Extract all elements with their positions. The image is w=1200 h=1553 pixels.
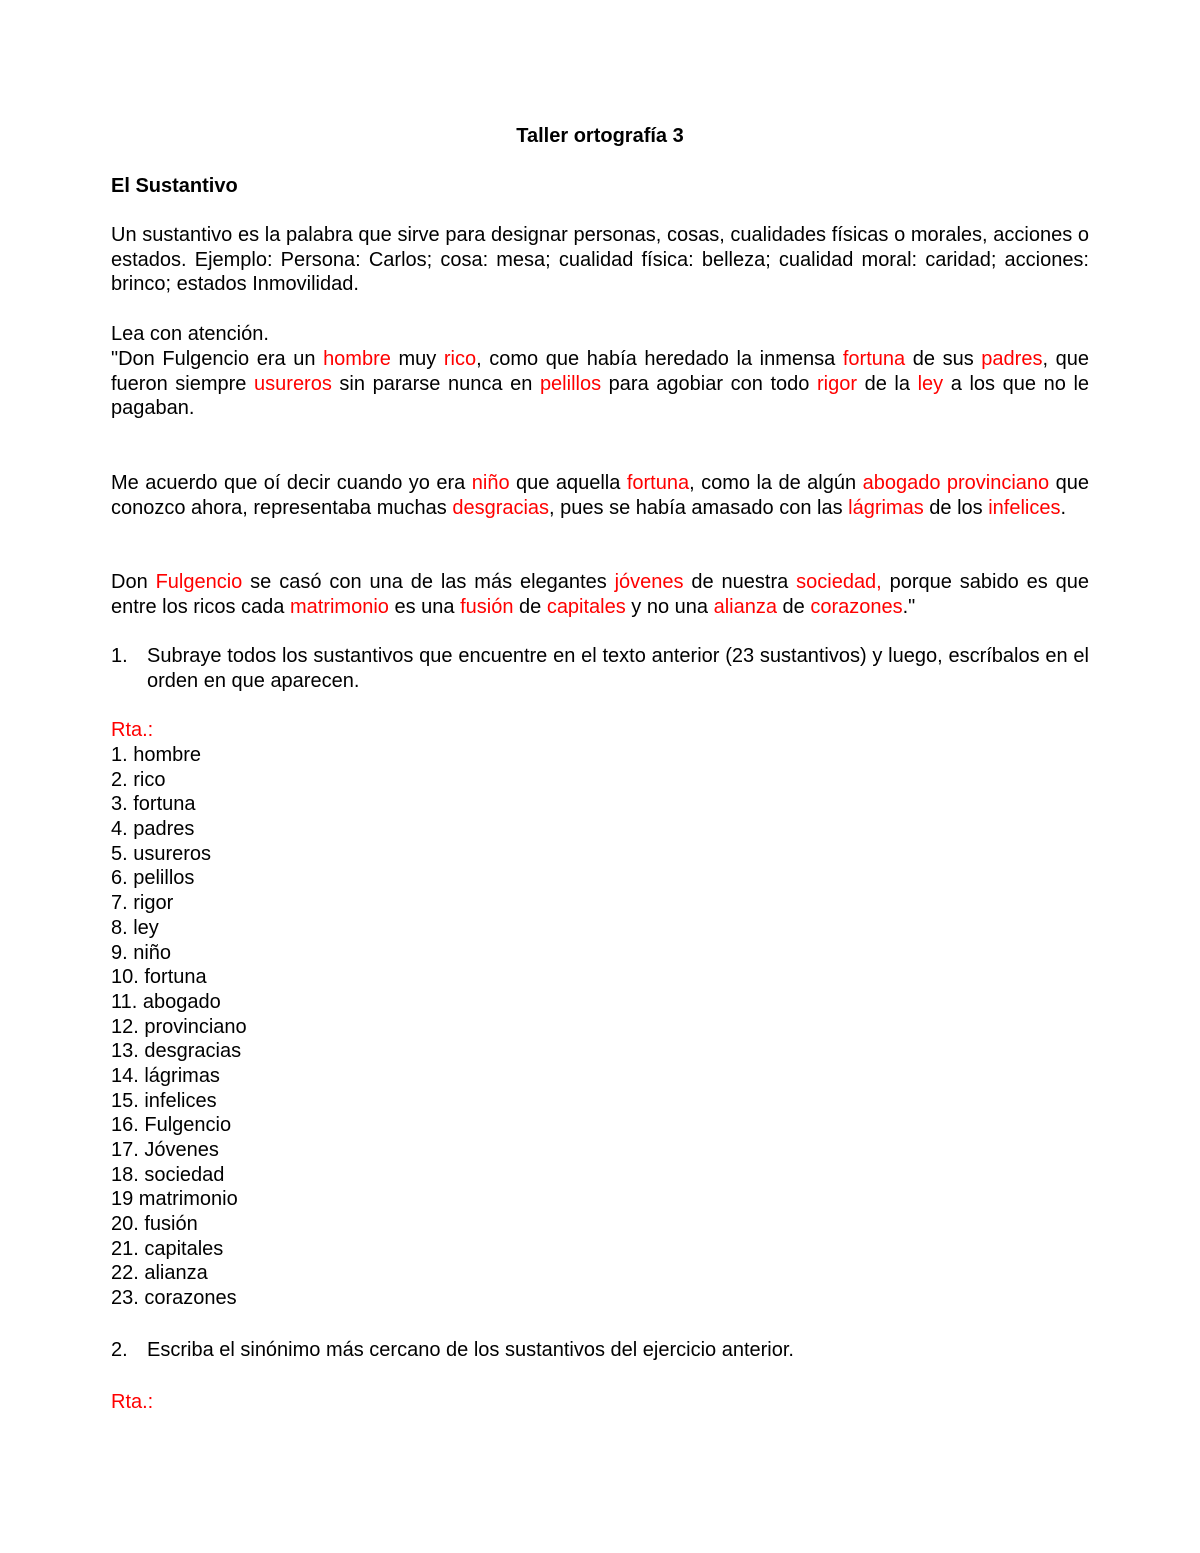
answer-item: 4. padres — [111, 818, 195, 841]
story-text: sin pararse nunca en — [331, 372, 540, 395]
answer-item: 19 matrimonio — [111, 1188, 238, 1211]
question-1-number: 1. — [111, 645, 128, 667]
answer-item: 3. fortuna — [111, 793, 196, 816]
story-text: que conozco ahora, representaba muchas — [111, 472, 1090, 519]
answer-item: 16. Fulgencio — [111, 1114, 232, 1137]
story-text: que aquella — [509, 472, 627, 494]
story-text: de nuestra — [683, 571, 797, 593]
highlighted-noun: alianza — [713, 595, 777, 618]
answer-item: 2. rico — [111, 768, 166, 791]
highlighted-noun: hombre — [323, 348, 391, 370]
story-text: de — [513, 595, 547, 618]
answer-item: 10. fortuna — [111, 966, 207, 989]
document-title: Taller ortografía 3 — [516, 125, 684, 147]
highlighted-noun: fortuna — [626, 472, 690, 494]
answer-item: 11. abogado — [111, 990, 221, 1013]
answer-item: 22. alianza — [111, 1262, 208, 1285]
answer-item: 18. sociedad — [111, 1163, 225, 1186]
story-paragraph-1 — [111, 347, 1089, 421]
story-text: ." — [902, 595, 916, 618]
answer-item: 17. Jóvenes — [111, 1139, 219, 1161]
answer-item: 8. ley — [111, 916, 159, 939]
story-text: , que fueron siempre — [111, 348, 1089, 395]
story-text: , como la de algún — [689, 472, 863, 494]
question-2-number: 2. — [111, 1339, 128, 1361]
answer-item: 7. rigor — [111, 892, 174, 915]
answer-item: 21. capitales — [111, 1237, 224, 1260]
story-text: de sus — [905, 348, 982, 370]
highlighted-noun: lágrimas — [848, 496, 924, 519]
instruction-line: Lea con atención. — [111, 323, 269, 345]
story-text: muy — [390, 348, 444, 370]
story-text: de — [776, 595, 811, 618]
section-heading: El Sustantivo — [111, 175, 238, 197]
highlighted-noun: sociedad, — [796, 571, 882, 593]
answer-item: 1. hombre — [111, 744, 202, 766]
highlighted-noun: fusión — [460, 595, 514, 618]
story-text: porque sabido es que entre los ricos cada — [111, 571, 1089, 618]
question-2-text: Escriba el sinónimo más cercano de los sustantivos del ejercicio anterior. — [147, 1339, 794, 1361]
definition-paragraph: Un sustantivo es la palabra que sirve para designar personas, cosas, cualidades físicas o morales, acciones o estados. Ejemplo: Persona: Carlos; cosa: mesa; cualidad física: belleza; cualidad moral: caridad; acciones: brinco; estados Inmovilidad. — [111, 224, 1089, 296]
highlighted-noun: padres — [981, 348, 1043, 370]
question-2 — [111, 1338, 1089, 1363]
answer-list — [111, 743, 1089, 1311]
highlighted-noun: corazones — [810, 595, 903, 618]
highlighted-noun: niño — [471, 472, 510, 494]
highlighted-noun: fortuna — [842, 348, 906, 370]
answer-item: 15. infelices — [111, 1089, 217, 1112]
story-text: y no una — [625, 595, 714, 618]
story-text: , como que había heredado la inmensa — [476, 348, 843, 370]
answer-item: 6. pelillos — [111, 867, 195, 890]
story-text: Don — [111, 571, 156, 593]
question-1 — [111, 644, 1089, 693]
story-text: , pues se había amasado con las — [549, 496, 849, 519]
story-text: de los — [923, 496, 989, 519]
story-text: "Don Fulgencio era un — [111, 348, 324, 370]
highlighted-noun: usureros — [254, 372, 332, 395]
highlighted-noun: pelillos — [539, 372, 602, 395]
story-text: de la — [857, 372, 918, 395]
story-text: . — [1060, 496, 1067, 519]
story-text: se casó con una de las más elegantes — [242, 571, 615, 593]
story-paragraph-3 — [111, 570, 1089, 619]
story-text: es una — [388, 595, 461, 618]
highlighted-noun: rigor — [816, 372, 857, 395]
highlighted-noun: desgracias — [452, 496, 550, 519]
answer-item: 5. usureros — [111, 842, 212, 865]
highlighted-noun: rico — [443, 348, 477, 370]
answer-item: 23. corazones — [111, 1287, 237, 1310]
story-text: a los que no le pagaban. — [111, 372, 1090, 420]
answer-label-2: Rta.: — [111, 1391, 154, 1413]
answer-item: 9. niño — [111, 941, 172, 964]
highlighted-noun: ley — [917, 372, 944, 395]
story-text: para agobiar con todo — [601, 372, 817, 395]
highlighted-noun: jóvenes — [614, 571, 684, 593]
highlighted-noun: Fulgencio — [155, 571, 243, 593]
highlighted-noun: abogado provinciano — [862, 472, 1050, 494]
answer-item: 14. lágrimas — [111, 1064, 220, 1087]
answer-label-1: Rta.: — [111, 719, 154, 741]
answer-item: 20. fusión — [111, 1213, 198, 1236]
highlighted-noun: matrimonio — [289, 595, 389, 618]
story-paragraph-2 — [111, 471, 1089, 520]
story-text: Me acuerdo que oí decir cuando yo era — [111, 472, 472, 494]
answer-item: 13. desgracias — [111, 1040, 242, 1063]
answer-item: 12. provinciano — [111, 1015, 247, 1038]
highlighted-noun: infelices — [988, 496, 1061, 519]
highlighted-noun: capitales — [546, 595, 626, 618]
question-1-text: Subraye todos los sustantivos que encuentre en el texto anterior (23 sustantivos) y luego, escríbalos en el orden en que aparecen. — [147, 645, 1089, 692]
